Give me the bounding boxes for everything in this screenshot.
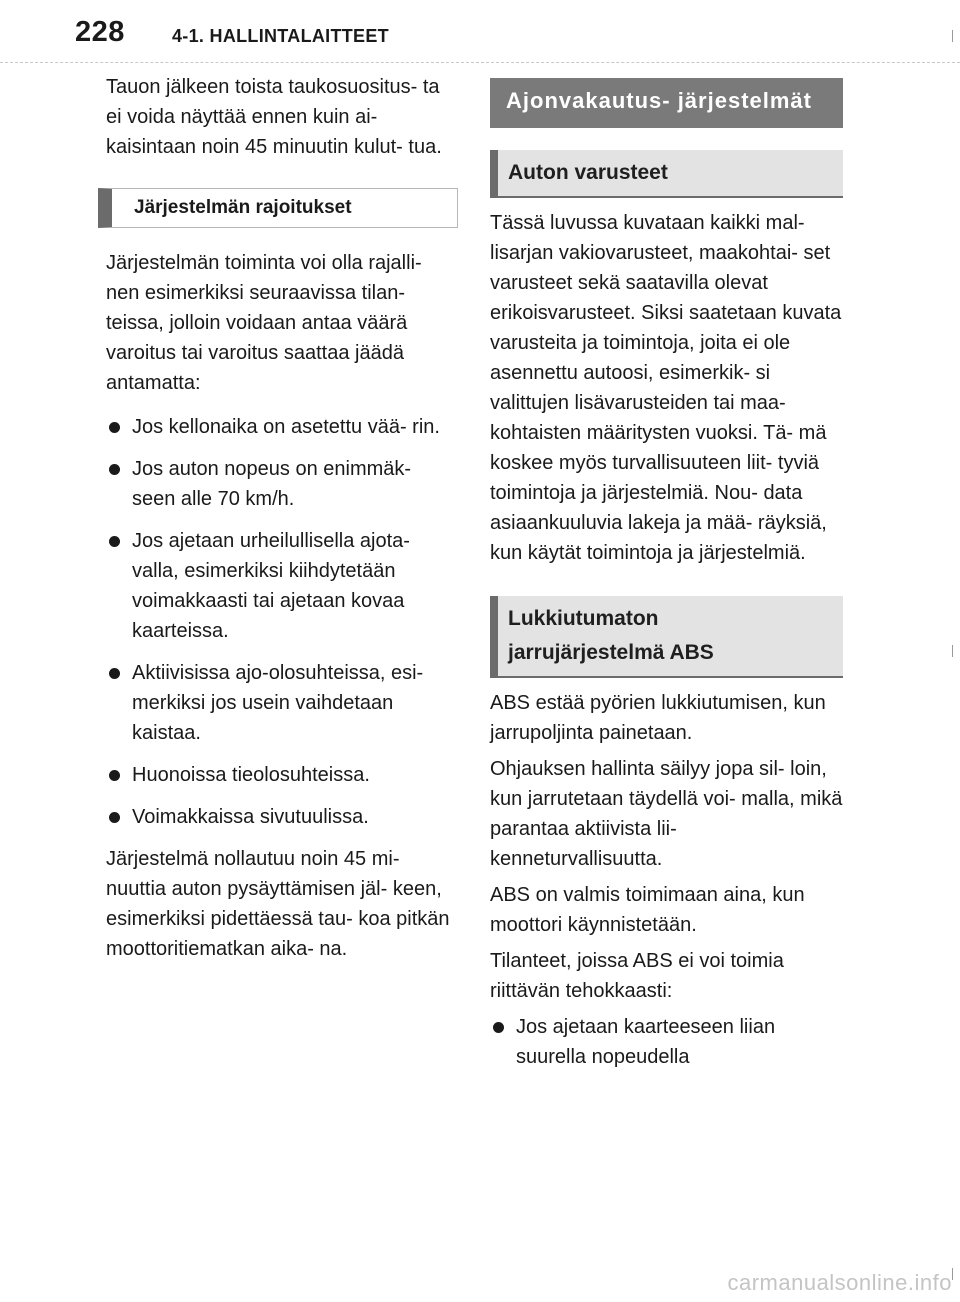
crop-mark-bottom bbox=[952, 1268, 953, 1280]
list-item-text: Jos kellonaika on asetettu vää- rin. bbox=[132, 416, 440, 438]
bullet-dot-icon bbox=[109, 770, 120, 781]
reset-paragraph: Järjestelmä nollautuu noin 45 mi- nuuttia auton pysäyttämisen jäl- keen, esimerkiksi pidettäessä tau- koa pitkän moottoritiematkan aika- na. bbox=[106, 848, 450, 960]
bullet-dot-icon bbox=[109, 668, 120, 679]
equipment-paragraph: Tässä luvussa kuvataan kaikki mal- lisarjan vakiovarusteet, maakohtai- set varusteet sekä saatavilla olevat erikoisvarusteet. Siksi saatetaan kuvata varusteita ja toimintoja, joita ei ole asennettu autoosi, esimerkik- si valittujen lisävarusteiden tai maa- kohtaisten määritysten vuoksi. Tä- mä koskee myös turvallisuuteen liit- tyviä toimintoja ja järjestelmiä. Nou- data asiaankuuluvia lakeja ja mää- räyksiä, kun käytät toimintoja ja järjestelmiä. bbox=[490, 212, 842, 564]
abs-heading bbox=[490, 596, 843, 678]
list-item bbox=[106, 412, 458, 442]
list-item bbox=[490, 1012, 843, 1072]
left-column bbox=[106, 72, 458, 978]
right-column bbox=[490, 78, 843, 1084]
page-header bbox=[0, 0, 960, 70]
watermark: carmanualsonline.info bbox=[727, 1270, 952, 1295]
limits-intro-paragraph: Järjestelmän toiminta voi olla rajalli- nen esimerkiksi seuraavissa tilan- teissa, jolloin voidaan antaa väärä varoitus tai varoitus saattaa jäädä antamatta: bbox=[106, 252, 422, 394]
list-item-text: Voimakkaissa sivutuulissa. bbox=[132, 806, 369, 828]
list-item bbox=[106, 760, 458, 790]
list-item-text: Jos auton nopeus on enimmäk- seen alle 70 km/h. bbox=[132, 458, 412, 510]
bullet-dot-icon bbox=[109, 536, 120, 547]
intro-paragraph: Tauon jälkeen toista taukosuositus- ta ei voida näyttää ennen kuin ai- kaisintaan noin 45 minuutin kulut- tua. bbox=[106, 76, 442, 158]
limits-bullet-list bbox=[106, 412, 458, 832]
list-item bbox=[106, 526, 458, 646]
crop-mark-top bbox=[952, 30, 953, 42]
bullet-dot-icon bbox=[109, 812, 120, 823]
bullet-dot-icon bbox=[109, 464, 120, 475]
abs-heading-line-1: Lukkiutumaton bbox=[508, 607, 659, 630]
section-title: 4-1. HALLINTALAITTEET bbox=[172, 26, 389, 46]
bullet-dot-icon bbox=[493, 1022, 504, 1033]
list-item bbox=[106, 454, 458, 514]
list-item-text: Aktiivisissa ajo-olosuhteissa, esi- merkiksi jos usein vaihdetaan kaistaa. bbox=[132, 662, 424, 744]
list-item-text: Jos ajetaan urheilullisella ajota- valla, esimerkiksi kiihdytetään voimakkaasti tai ajetaan kovaa kaarteissa. bbox=[132, 530, 410, 642]
abs-paragraph-2: Ohjauksen hallinta säilyy jopa sil- loin, kun jarrutetaan täydellä voi- malla, mikä parantaa aktiivista lii- kenneturvallisuutta. bbox=[490, 758, 843, 870]
list-item-text: Huonoissa tieolosuhteissa. bbox=[132, 764, 370, 786]
list-item bbox=[106, 658, 458, 748]
list-item-text: Jos ajetaan kaarteeseen liian suurella nopeudella bbox=[516, 1016, 776, 1068]
abs-paragraph-1: ABS estää pyörien lukkiutumisen, kun jarrupoljinta painetaan. bbox=[490, 692, 826, 744]
list-item bbox=[106, 802, 458, 832]
header-divider bbox=[0, 62, 960, 63]
page-number: 228 bbox=[75, 16, 125, 48]
abs-heading-line-2: jarrujärjestelmä ABS bbox=[508, 641, 714, 664]
crop-mark-middle bbox=[952, 645, 953, 657]
bullet-dot-icon bbox=[109, 422, 120, 433]
equipment-heading: Auton varusteet bbox=[490, 150, 843, 198]
abs-paragraph-4: Tilanteet, joissa ABS ei voi toimia riittävän tehokkaasti: bbox=[490, 950, 784, 1002]
chapter-heading: Ajonvakautus- järjestelmät bbox=[490, 78, 843, 128]
abs-paragraph-3: ABS on valmis toimimaan aina, kun moottori käynnistetään. bbox=[490, 884, 805, 936]
abs-bullet-list bbox=[490, 1012, 843, 1072]
subheading-limits: Järjestelmän rajoitukset bbox=[98, 188, 458, 228]
